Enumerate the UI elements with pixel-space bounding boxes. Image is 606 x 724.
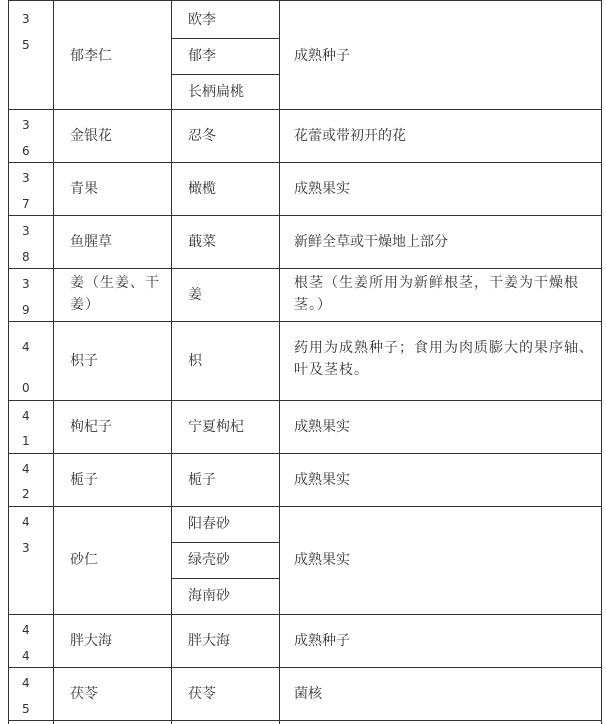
- column-border: [171, 0, 172, 724]
- row-number: 3: [22, 171, 30, 185]
- herb-name: 枸杞子: [70, 419, 112, 435]
- column-border: [279, 0, 280, 724]
- used-part: 成熟果实: [294, 472, 350, 488]
- row-number: 3: [22, 224, 30, 238]
- herb-name: 鱼腥草: [70, 234, 112, 250]
- herb-name: 枳子: [70, 353, 98, 369]
- row-number: 3: [22, 541, 30, 555]
- herb-name: 茯苓: [70, 686, 98, 702]
- species-divider: [172, 74, 279, 75]
- used-part: 成熟果实: [294, 181, 350, 197]
- row-number: 7: [22, 197, 30, 211]
- species-name: 栀子: [188, 472, 216, 488]
- used-part: 药用为成熟种子；食用为肉质膨大的果序轴、叶及茎枝。: [294, 340, 594, 378]
- species-name: 郁李: [188, 48, 216, 64]
- row-number: 5: [22, 38, 30, 52]
- used-part: 新鲜全草或干燥地上部分: [294, 234, 448, 250]
- row-border: [8, 162, 601, 163]
- herb-name: 栀子: [70, 472, 98, 488]
- column-border: [8, 0, 9, 724]
- row-number: 3: [22, 277, 30, 291]
- used-part: 成熟种子: [294, 633, 350, 649]
- used-part: 成熟果实: [294, 419, 350, 435]
- row-border: [8, 453, 601, 454]
- species-name: 欧李: [188, 12, 216, 28]
- column-border: [53, 0, 54, 724]
- row-number: 9: [22, 303, 30, 317]
- row-number: 4: [22, 409, 30, 423]
- herb-name: 姜（生姜、干姜）: [70, 275, 160, 313]
- row-number: 4: [22, 340, 30, 354]
- species-name: 宁夏枸杞: [188, 419, 244, 435]
- row-number: 4: [22, 515, 30, 529]
- row-border: [8, 109, 601, 110]
- row-number: 2: [22, 487, 30, 501]
- species-name: 绿壳砂: [188, 552, 230, 568]
- row-border: [8, 614, 601, 615]
- row-border: [8, 0, 601, 1]
- species-name: 蕺菜: [188, 234, 216, 250]
- species-divider: [172, 542, 279, 543]
- species-name: 忍冬: [188, 128, 216, 144]
- row-border: [8, 400, 601, 401]
- row-border: [8, 321, 601, 322]
- species-name: 海南砂: [188, 588, 230, 604]
- species-name: 茯苓: [188, 686, 216, 702]
- species-name: 阳春砂: [188, 516, 230, 532]
- row-border: [8, 215, 601, 216]
- used-part: 成熟果实: [294, 552, 350, 568]
- species-divider: [172, 578, 279, 579]
- used-part: 根茎（生姜所用为新鲜根茎，干姜为干燥根茎。）: [294, 275, 579, 313]
- row-number: 4: [22, 623, 30, 637]
- herb-name: 金银花: [70, 128, 112, 144]
- row-number: 3: [22, 118, 30, 132]
- row-border: [8, 720, 601, 721]
- row-number: 6: [22, 144, 30, 158]
- row-number: 4: [22, 676, 30, 690]
- row-number: 4: [22, 649, 30, 663]
- row-number: 3: [22, 12, 30, 26]
- row-number: 4: [22, 462, 30, 476]
- species-name: 枳: [188, 353, 202, 369]
- row-number: 8: [22, 250, 30, 264]
- herb-name: 青果: [70, 181, 98, 197]
- row-number: 1: [22, 434, 30, 448]
- used-part: 成熟种子: [294, 48, 350, 64]
- row-border: [8, 506, 601, 507]
- herb-name: 砂仁: [70, 552, 98, 568]
- species-name: 胖大海: [188, 633, 230, 649]
- species-name: 姜: [188, 287, 202, 303]
- used-part: 菌核: [294, 686, 322, 702]
- herb-name: 胖大海: [70, 633, 112, 649]
- row-number: 5: [22, 702, 30, 716]
- species-name: 橄榄: [188, 181, 216, 197]
- species-divider: [172, 38, 279, 39]
- used-part: 花蕾或带初开的花: [294, 128, 406, 144]
- column-border: [601, 0, 602, 724]
- row-border: [8, 268, 601, 269]
- species-name: 长柄扁桃: [188, 84, 244, 100]
- row-number: 0: [22, 381, 30, 395]
- row-border: [8, 667, 601, 668]
- herb-name: 郁李仁: [70, 48, 112, 64]
